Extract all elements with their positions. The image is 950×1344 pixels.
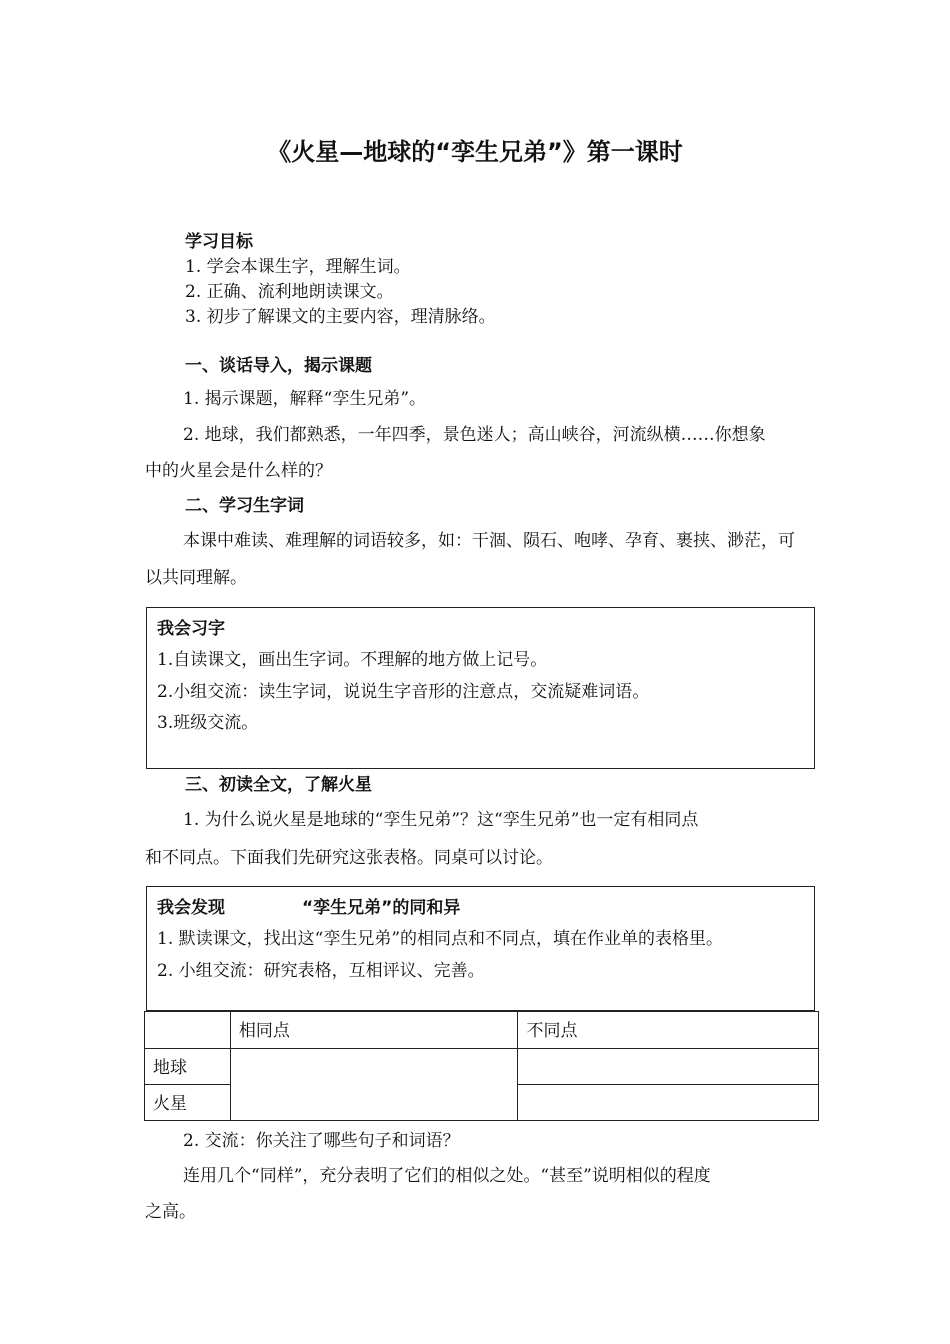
paragraph: 2. 地球，我们都熟悉，一年四季，景色迷人；高山峡谷，河流纵横……你想象 (183, 425, 766, 445)
section-heading: 三、初读全文，了解火星 (185, 775, 372, 795)
box-item: 2.小组交流：读生字词，说说生字音形的注意点，交流疑难词语。 (157, 682, 650, 702)
paragraph: 2. 交流：你关注了哪些句子和词语？ (183, 1131, 460, 1151)
paragraph: 1. 揭示课题，解释“孪生兄弟”。 (183, 389, 427, 409)
table-cell-same (230, 1049, 518, 1121)
table-header-row (145, 1012, 819, 1049)
table-header-diff: 不同点 (518, 1012, 819, 1049)
objective-item: 2. 正确、流利地朗读课文。 (185, 282, 394, 302)
box-subheading: “孪生兄弟”的同和异 (302, 898, 461, 918)
section-heading: 二、学习生字词 (185, 496, 304, 516)
table-corner-cell (145, 1012, 231, 1049)
box-heading: 我会习字 (157, 619, 225, 639)
table-header-same: 相同点 (230, 1012, 518, 1049)
table-row-label-earth: 地球 (145, 1049, 231, 1085)
paragraph: 连用几个“同样”，充分表明了它们的相似之处。“甚至”说明相似的程度 (183, 1166, 711, 1186)
box-item: 3.班级交流。 (157, 713, 259, 733)
paragraph: 以共同理解。 (145, 568, 247, 588)
page-title: 《火星—地球的“孪生兄弟”》第一课时 (267, 138, 683, 166)
paragraph: 本课中难读、难理解的词语较多，如：干涸、陨石、咆哮、孕育、裹挟、渺茫，可 (183, 531, 795, 551)
table-row (145, 1049, 819, 1085)
paragraph: 之高。 (145, 1202, 196, 1222)
objectives-heading: 学习目标 (185, 232, 253, 252)
section-heading: 一、谈话导入，揭示课题 (185, 356, 372, 376)
paragraph: 中的火星会是什么样的？ (145, 461, 332, 481)
box-item: 1.自读课文，画出生字词。不理解的地方做上记号。 (157, 650, 548, 670)
paragraph: 1. 为什么说火星是地球的“孪生兄弟”？这“孪生兄弟”也一定有相同点 (183, 810, 699, 830)
box-item: 1. 默读课文，找出这“孪生兄弟”的相同点和不同点，填在作业单的表格里。 (157, 929, 724, 949)
comparison-table (144, 1011, 819, 1121)
objective-item: 1. 学会本课生字，理解生词。 (185, 257, 411, 277)
box-heading: 我会发现 (157, 898, 225, 918)
objective-item: 3. 初步了解课文的主要内容，理清脉络。 (185, 307, 496, 327)
table-cell-diff-mars (518, 1085, 819, 1121)
table-cell-diff-earth (518, 1049, 819, 1085)
box-item: 2. 小组交流：研究表格，互相评议、完善。 (157, 961, 485, 981)
paragraph: 和不同点。下面我们先研究这张表格。同桌可以讨论。 (145, 848, 553, 868)
table-row-label-mars: 火星 (145, 1085, 231, 1121)
